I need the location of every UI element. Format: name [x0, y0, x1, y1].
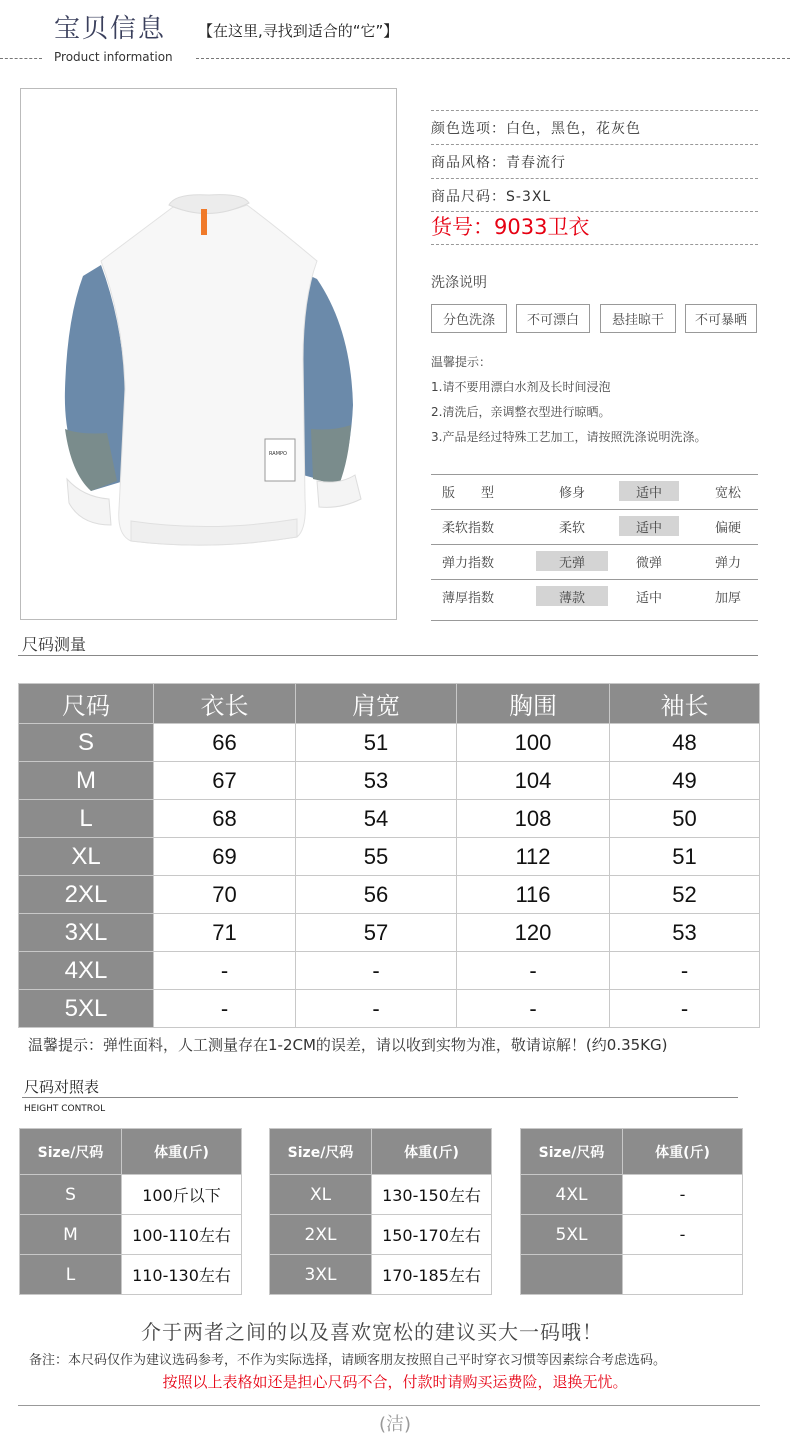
fit-option: 偏硬 [714, 520, 741, 536]
size-col-header: 袖长 [610, 684, 760, 724]
size-value: - [610, 990, 760, 1028]
size-value: 53 [610, 914, 760, 952]
fit-divider [431, 620, 758, 621]
attr-divider [431, 110, 758, 111]
height-weight-value: 100斤以下 [122, 1175, 242, 1215]
size-label: XL [19, 838, 154, 876]
height-col-header: Size/尺码 [521, 1129, 623, 1175]
size-value: - [610, 952, 760, 990]
washing-item: 不可漂白 [516, 304, 590, 333]
height-size-label: L [20, 1255, 122, 1295]
bottom-divider [18, 1405, 760, 1406]
size-value: 56 [296, 876, 457, 914]
size-value: 66 [154, 724, 296, 762]
fit-divider [431, 474, 758, 475]
fit-divider [431, 509, 758, 510]
fit-option-selected: 薄款 [536, 586, 608, 606]
height-size-label: M [20, 1215, 122, 1255]
tips-title: 温馨提示： [431, 355, 492, 369]
height-weight-value: 130-150左右 [372, 1175, 492, 1215]
fit-divider [431, 579, 758, 580]
fit-option: 宽松 [714, 485, 741, 501]
size-col-header: 肩宽 [296, 684, 457, 724]
size-label: 5XL [19, 990, 154, 1028]
height-size-label: 2XL [270, 1215, 372, 1255]
height-col-header: Size/尺码 [270, 1129, 372, 1175]
height-col-header: 体重(斤) [372, 1129, 492, 1175]
fit-divider [431, 544, 758, 545]
fit-option: 修身 [558, 485, 585, 501]
product-photo [20, 88, 397, 620]
size-col-header: 衣长 [154, 684, 296, 724]
attr-size: 商品尺码：S-3XL [431, 189, 552, 205]
height-table [520, 1128, 743, 1295]
attr-divider [431, 144, 758, 145]
height-size-label: XL [270, 1175, 372, 1215]
height-table [269, 1128, 492, 1295]
height-row [521, 1215, 743, 1255]
size-value: - [154, 990, 296, 1028]
attr-color: 颜色选项：白色，黑色，花灰色 [431, 121, 641, 137]
tip-line: 1.请不要用漂白水剂及长时间浸泡 [431, 380, 611, 394]
size-label: 3XL [19, 914, 154, 952]
size-value: 100 [457, 724, 610, 762]
size-label: 4XL [19, 952, 154, 990]
height-row [521, 1175, 743, 1215]
sweatshirt-body [101, 205, 317, 545]
size-row [19, 838, 760, 876]
size-row [19, 724, 760, 762]
size-value: 67 [154, 762, 296, 800]
height-row [20, 1255, 242, 1295]
height-row [270, 1175, 492, 1215]
size-row [19, 762, 760, 800]
height-table-header [20, 1129, 242, 1175]
height-control-divider [22, 1097, 738, 1098]
size-value: 70 [154, 876, 296, 914]
right-sleeve-lower [311, 425, 351, 485]
attr-divider [431, 244, 758, 245]
height-col-header: 体重(斤) [122, 1129, 242, 1175]
size-label: 2XL [19, 876, 154, 914]
fit-option: 加厚 [714, 590, 741, 606]
fit-option: 柔软 [558, 520, 585, 536]
size-value: 49 [610, 762, 760, 800]
height-table [19, 1128, 242, 1295]
height-weight-value: 110-130左右 [122, 1255, 242, 1295]
size-col-header: 胸围 [457, 684, 610, 724]
height-weight-value: - [623, 1215, 743, 1255]
size-value: - [296, 990, 457, 1028]
height-size-label: S [20, 1175, 122, 1215]
attr-style: 商品风格：青春流行 [431, 155, 566, 171]
height-row [270, 1255, 492, 1295]
fit-label: 柔软指数 [441, 520, 494, 536]
size-value: 52 [610, 876, 760, 914]
height-table-header [521, 1129, 743, 1175]
size-value: 112 [457, 838, 610, 876]
attr-divider [431, 178, 758, 179]
page-tagline: 【在这里,寻找到适合的“它”】 [198, 22, 399, 40]
header-divider-left [0, 58, 42, 59]
size-label: M [19, 762, 154, 800]
size-value: 104 [457, 762, 610, 800]
fit-option-selected: 适中 [619, 516, 679, 536]
size-value: 116 [457, 876, 610, 914]
size-table-header [19, 684, 760, 724]
size-value: - [457, 952, 610, 990]
size-advice: 介于两者之间的以及喜欢宽松的建议买大一码哦！ [141, 1320, 603, 1344]
size-value: 51 [610, 838, 760, 876]
washing-item: 不可暴晒 [685, 304, 757, 333]
washing-title: 洗涤说明 [431, 275, 487, 291]
size-table [18, 683, 760, 1028]
height-row [20, 1175, 242, 1215]
tip-line: 3.产品是经过特殊工艺加工，请按照洗涤说明洗涤。 [431, 430, 707, 444]
height-weight-value: 170-185左右 [372, 1255, 492, 1295]
size-value: 108 [457, 800, 610, 838]
item-code: 货号：9033卫衣 [431, 215, 590, 239]
page-subtitle: Product information [54, 50, 173, 64]
size-section-divider [18, 655, 758, 656]
height-col-header: 体重(斤) [623, 1129, 743, 1175]
size-value: 54 [296, 800, 457, 838]
size-row [19, 800, 760, 838]
height-size-label [521, 1255, 623, 1295]
washing-item: 分色洗涤 [431, 304, 507, 333]
fit-option: 微弹 [635, 555, 662, 571]
pocket-label-text: RAMPO [269, 451, 287, 457]
size-note: 温馨提示：弹性面料，人工测量存在1-2CM的误差，请以收到实物为准，敬请谅解！(约0.35KG) [28, 1036, 668, 1054]
size-value: - [154, 952, 296, 990]
footer-mark: (洁) [378, 1414, 412, 1435]
height-col-header: Size/尺码 [20, 1129, 122, 1175]
fit-label: 版 型 [441, 485, 494, 501]
orange-tag [201, 209, 207, 235]
tip-line: 2.清洗后，亲调整衣型进行晾晒。 [431, 405, 611, 419]
size-value: 69 [154, 838, 296, 876]
size-section-title: 尺码测量 [22, 635, 87, 654]
shipping-insurance-note: 按照以上表格如还是担心尺码不合，付款时请购买运费险，退换无忧。 [162, 1373, 628, 1391]
washing-item: 悬挂晾干 [600, 304, 676, 333]
remark: 备注：本尺码仅作为建议选码参考，不作为实际选择，请顾客朋友按照自己平时穿衣习惯等因素综合考虑选码。 [29, 1353, 667, 1368]
size-row [19, 876, 760, 914]
height-row [270, 1215, 492, 1255]
height-weight-value [623, 1255, 743, 1295]
size-value: 53 [296, 762, 457, 800]
header-divider-right [196, 58, 790, 59]
sweatshirt-illustration [21, 89, 398, 621]
size-label: L [19, 800, 154, 838]
size-col-header: 尺码 [19, 684, 154, 724]
size-value: 120 [457, 914, 610, 952]
height-control-title: 尺码对照表 [24, 1078, 100, 1096]
height-size-label: 4XL [521, 1175, 623, 1215]
size-value: 55 [296, 838, 457, 876]
fit-option-selected: 无弹 [536, 551, 608, 571]
height-size-label: 5XL [521, 1215, 623, 1255]
size-value: 51 [296, 724, 457, 762]
size-label: S [19, 724, 154, 762]
fit-option: 弹力 [714, 555, 741, 571]
size-value: 68 [154, 800, 296, 838]
fit-option: 适中 [635, 590, 662, 606]
height-control-subtitle: HEIGHT CONTROL [24, 1104, 106, 1114]
height-weight-value: 100-110左右 [122, 1215, 242, 1255]
height-row [521, 1255, 743, 1295]
height-row [20, 1215, 242, 1255]
size-row [19, 990, 760, 1028]
size-value: - [457, 990, 610, 1028]
page-title: 宝贝信息 [54, 14, 167, 44]
fit-label: 弹力指数 [441, 555, 494, 571]
height-size-label: 3XL [270, 1255, 372, 1295]
fit-option-selected: 适中 [619, 481, 679, 501]
size-value: 50 [610, 800, 760, 838]
size-row [19, 914, 760, 952]
height-weight-value: - [623, 1175, 743, 1215]
size-value: 57 [296, 914, 457, 952]
height-table-header [270, 1129, 492, 1175]
fit-label: 薄厚指数 [441, 590, 494, 606]
size-row [19, 952, 760, 990]
size-value: 71 [154, 914, 296, 952]
pocket-label [265, 439, 295, 481]
height-weight-value: 150-170左右 [372, 1215, 492, 1255]
size-value: 48 [610, 724, 760, 762]
size-value: - [296, 952, 457, 990]
